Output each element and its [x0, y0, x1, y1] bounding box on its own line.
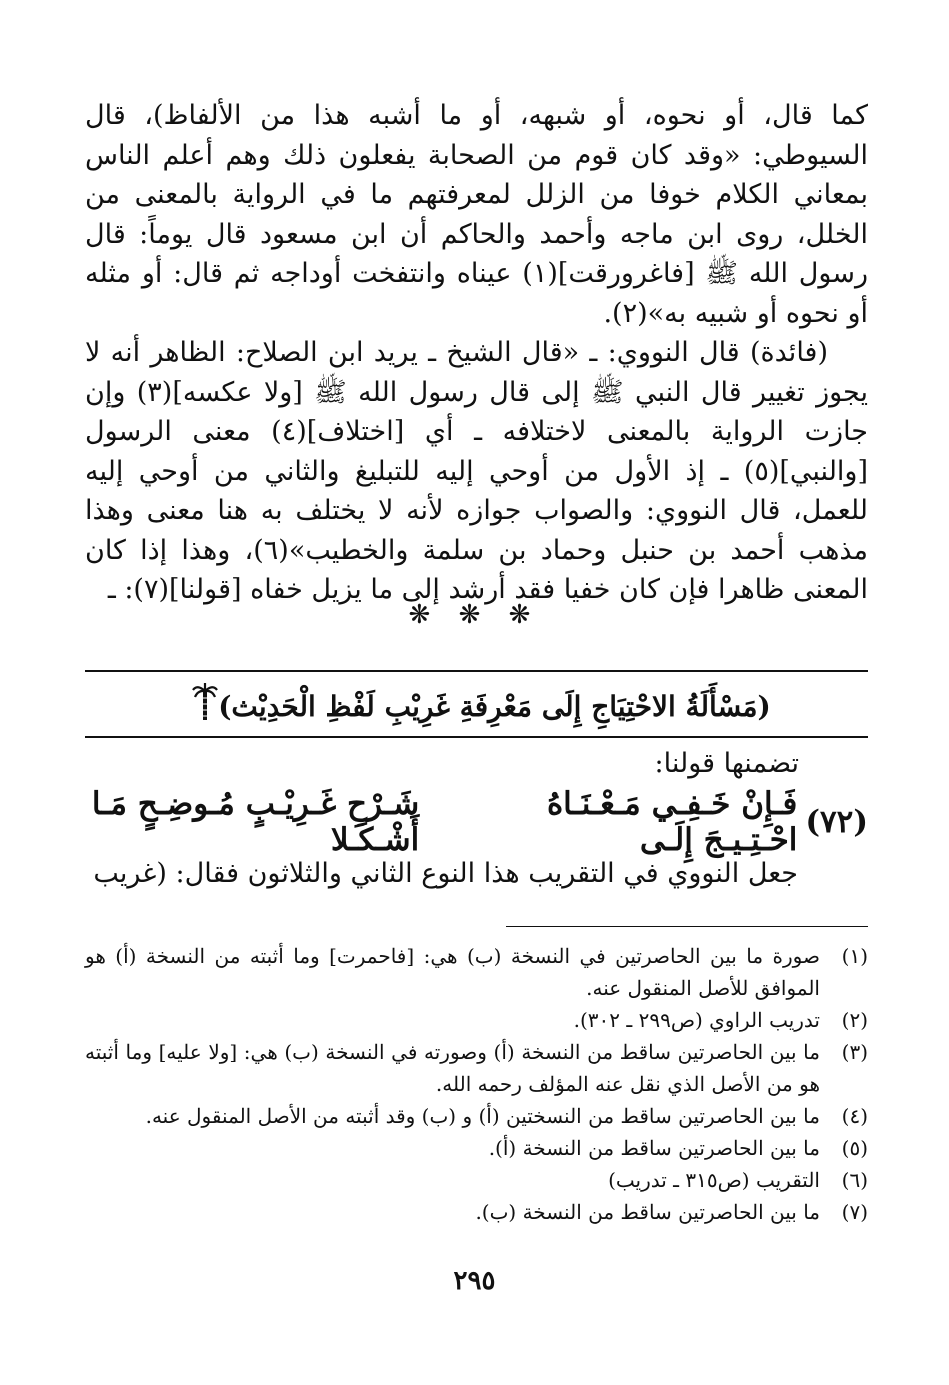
footnote-item: [85, 1132, 868, 1164]
footnote-number: (١): [841, 944, 868, 968]
footnote-item: [85, 1036, 868, 1100]
footnote-item: [85, 1004, 868, 1036]
footnote-text: ما بين الحاصرتين ساقط من النسخة (ب).: [475, 1200, 820, 1224]
section-heading-row: [85, 680, 868, 732]
footnote-text: ما بين الحاصرتين ساقط من النسخة (أ).: [488, 1136, 820, 1160]
intro-line: تضمنها قولنا:: [654, 748, 799, 779]
palm-tree-icon: [192, 682, 218, 730]
footnote-text: ما بين الحاصرتين ساقط من النسخة (أ) وصورته في النسخة (ب) هي: [ولا عليه] وما أثبته هو من الأصل الذي نقل عنه المؤلف رحمه الله.: [85, 1040, 820, 1096]
footnote-number: (٧): [841, 1200, 868, 1224]
footnote-number: (٢): [841, 1008, 868, 1032]
footnote-number: (٤): [841, 1104, 868, 1128]
footnote-text: صورة ما بين الحاصرتين في النسخة (ب) هي: [فاحمرت] وما أثبته من النسخة (أ) هو الموافق للأصل المنقول عنه.: [85, 944, 820, 1000]
section-heading: (مَسْأَلَةُ الاحْتِيَاجِ إِلَى مَعْرِفَةِ غَرِيْبِ لَفْظِ الْحَدِيْث): [218, 689, 771, 723]
poem-verse: [85, 786, 868, 858]
footnote-text: ما بين الحاصرتين ساقط من النسختين (أ) و (ب) وقد أثبته من الأصل المنقول عنه.: [145, 1104, 820, 1128]
footnote-item: [85, 940, 868, 1004]
heading-top-rule: [85, 670, 868, 672]
footnote-number: (٥): [841, 1136, 868, 1160]
footnote-number: (٦): [841, 1168, 868, 1192]
footnote-item: [85, 1100, 868, 1132]
verse-hemistich-2: شَـرْحِ غَـرِيْـبٍ مُـوضِـحٍ مَـا أَشْـكَـلا: [91, 786, 420, 858]
footnote-separator: [506, 926, 868, 927]
footnote-text: تدريب الراوي (ص٢٩٩ ـ ٣٠٢).: [573, 1008, 820, 1032]
page-number: ٢٩٥: [453, 1266, 496, 1296]
footnote-item: [85, 1164, 868, 1196]
main-text: [85, 96, 868, 610]
section-ornament: ❋ ❋ ❋: [408, 600, 541, 630]
footnote-text: التقريب (ص٣١٥ ـ تدريب): [608, 1168, 820, 1192]
continuation-line: جعل النووي في التقريب هذا النوع الثاني والثلاثون فقال: (غريب: [93, 858, 798, 889]
heading-bottom-rule: [85, 736, 868, 738]
footnotes: [85, 940, 868, 1228]
paragraph-2: (فائدة) قال النووي: ـ «قال الشيخ ـ يريد ابن الصلاح: الظاهر أنه لا يجوز تغيير قال النبي ﷺ إلى قال رسول الله ﷺ [ولا عكسه](٣) وإن جازت الرواية بالمعنى لاختلافه ـ أي [اختلاف](٤) معنى الرسول [والنبي](٥) ـ إذ الأول من أوحي إليه للتبليغ والثاني من أوحي إليه للعمل، قال النووي: والصواب جوازه لأنه لا يختلف به هنا معنى وهذا مذهب أحمد بن حنبل وحماد بن سلمة والخطيب»(٦)، وهذا إذا كان المعنى ظاهرا فإن كان خفيا فقد أرشد إلى ما يزيل خفاه [قولنا](٧): ـ: [85, 337, 869, 605]
verse-hemistich-1: فَـإِنْ خَـفِـي مَـعْـنَـاهُ احْـتِـيـجَ إِلَـى: [546, 786, 798, 858]
verse-number: (٧٢): [805, 804, 868, 840]
footnote-item: [85, 1196, 868, 1228]
footnote-number: (٣): [841, 1040, 868, 1064]
paragraph-1: كما قال، أو نحوه، أو شبهه، أو ما أشبه هذا من الألفاظ)، قال السيوطي: «وقد كان قوم من الصحابة يفعلون ذلك وهم أعلم الناس بمعاني الكلام خوفا من الزلل لمعرفتهم ما في الرواية بالمعنى من الخلل، روى ابن ماجه وأحمد والحاكم أن ابن مسعود قال يوماً: قال رسول الله ﷺ [فاغرورقت](١) عيناه وانتفخت أوداجه ثم قال: أو مثله أو نحوه أو شبيه به»(٢).: [85, 100, 868, 329]
